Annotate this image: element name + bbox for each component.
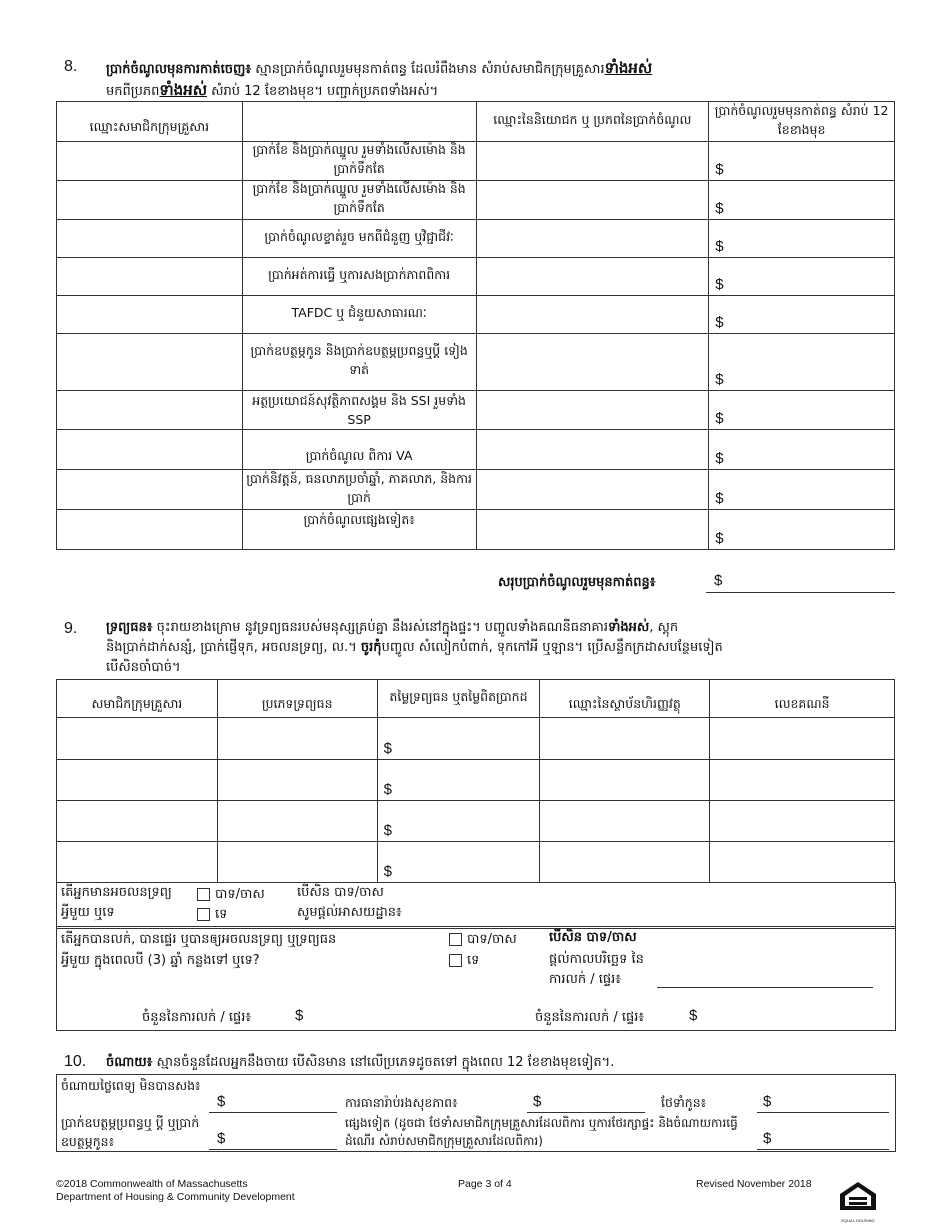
source-input[interactable] (476, 142, 709, 181)
section-10-number: 10. (64, 1053, 87, 1070)
section-8-all-word: ទាំងអស់ (604, 59, 653, 77)
amount-input[interactable]: $ (709, 220, 895, 258)
no-label: ទេ (215, 907, 228, 922)
section-9-number: 9. (64, 620, 78, 637)
amount-input[interactable]: $ (709, 510, 895, 550)
member-input[interactable] (57, 430, 243, 470)
income-type-label: ប្រាក់ខែ និងប្រាក់ឈ្នួល រួមទាំងលើសម៉ោង និងប្រាក់ទឹកតែ (242, 142, 476, 181)
institution-input[interactable] (540, 718, 710, 760)
income-row (57, 220, 895, 258)
support-label: ប្រាក់ឧបត្ថម្ភប្រពន្ធឬ ប្តី ឬប្រាក់ឧបត្ថម្ភកូន៖ (61, 1115, 200, 1149)
income-type-label: ប្រាក់ចំណូលខ្ទាត់រួច មកពីជំនួញ ឬវិជ្ជាជីវៈ (242, 220, 476, 258)
amount-input[interactable]: $ (709, 391, 895, 430)
asset-transfer-no[interactable] (449, 952, 479, 971)
header-account-number: លេខគណនី (710, 680, 895, 718)
transfer-amount-currency-left: $ (295, 1007, 304, 1024)
real-property-no[interactable] (197, 906, 227, 925)
income-row (57, 142, 895, 181)
other-expenses-label: ផ្សេងទៀត (ដូចជា ថែទាំសមាជិកក្រុមគ្រួសារដែលពិការ ឬការថែរក្សាផ្ទះ និងចំណាយការធ្វើដំណើរ សំរាប់សមាជិកក្រុមគ្រួសារដែលពិការ) (345, 1116, 738, 1148)
income-table-header (57, 102, 895, 142)
health-insurance-input[interactable] (527, 1112, 645, 1113)
childcare-input[interactable] (757, 1112, 889, 1113)
section-8-all-word-2: ទាំងអស់ (159, 81, 207, 99)
amount-input[interactable]: $ (709, 296, 895, 334)
member-input[interactable] (57, 470, 243, 510)
checkbox[interactable] (197, 888, 210, 901)
section-8-text-c: សំរាប់ 12 ខែខាងមុខ។ បញ្ជាក់ប្រភពទាំងអស់។ (207, 84, 439, 99)
income-type-label: ប្រាក់ខែ និងប្រាក់ឈ្នួល រួមទាំងលើសម៉ោង និងប្រាក់ទឹកតែ (242, 181, 476, 220)
footer-department: Department of Housing & Community Development (56, 1191, 295, 1203)
source-input[interactable] (476, 334, 709, 391)
header-member: សមាជិកក្រុមគ្រួសារ (57, 680, 218, 718)
transfer-date-label: ផ្តល់កាលបរិច្ឆេទ នៃការលក់ / ផ្ទេរ៖ (549, 952, 644, 987)
member-input[interactable] (57, 842, 218, 883)
asset-value-input[interactable]: $ (377, 718, 540, 760)
section-10-title: ចំណាយ៖ (106, 1055, 153, 1070)
other-expenses-currency: $ (763, 1130, 772, 1147)
source-input[interactable] (476, 181, 709, 220)
real-property-question (56, 882, 896, 929)
asset-value-input[interactable]: $ (377, 842, 540, 883)
real-property-yes[interactable] (197, 886, 265, 905)
amount-input[interactable]: $ (709, 258, 895, 296)
asset-value-input[interactable]: $ (377, 801, 540, 842)
amount-input[interactable]: $ (709, 181, 895, 220)
income-row (57, 391, 895, 430)
asset-transfer-yes[interactable] (449, 931, 517, 950)
income-type-label: ប្រាក់ឧបត្ថម្ភកូន និងប្រាក់ឧបត្ថម្ភប្រពន្ធឬប្ដី ទៀងទាត់ (242, 334, 476, 391)
member-input[interactable] (57, 142, 243, 181)
source-input[interactable] (476, 470, 709, 510)
section-9-title: ទ្រព្យធន៖ (106, 620, 153, 635)
footer-copyright: ©2018 Commonwealth of Massachusetts (56, 1178, 248, 1190)
institution-input[interactable] (540, 801, 710, 842)
unreimbursed-currency: $ (217, 1093, 226, 1110)
health-insurance-currency: $ (533, 1093, 542, 1110)
source-input[interactable] (476, 296, 709, 334)
asset-type-input[interactable] (217, 760, 377, 801)
asset-row (57, 842, 895, 883)
childcare-label: ថែទាំកូន៖ (661, 1095, 707, 1110)
section-9-instructions (106, 618, 906, 678)
footer-revised: Revised November 2018 (696, 1178, 812, 1190)
support-currency: $ (217, 1130, 226, 1147)
section-9-text-a: ចុះរាយខាងក្រោម នូវទ្រព្យធនរបស់មនុស្សគ្រប់គ្នា នឹងរស់នៅក្នុងផ្ទះ។ បញ្ចូលទាំងគណនីធនាគារ (152, 620, 608, 635)
member-input[interactable] (57, 296, 243, 334)
assets-table (56, 679, 895, 883)
transfer-date-input[interactable] (657, 987, 873, 988)
member-input[interactable] (57, 801, 218, 842)
section-8-title: ប្រាក់ចំណូលមុនការកាត់ចេញ៖ (106, 62, 252, 77)
unreimbursed-medical-label: ចំណាយថ្លៃពេទ្យ មិនបានសង៖ (61, 1078, 201, 1093)
section-8-instructions (106, 58, 906, 102)
childcare-currency: $ (763, 1093, 772, 1110)
total-income-input[interactable] (706, 592, 895, 593)
income-row (57, 296, 895, 334)
income-row (57, 334, 895, 391)
account-input[interactable] (710, 842, 895, 883)
member-input[interactable] (57, 181, 243, 220)
section-9-do-not: ចូរកុំ (360, 640, 382, 655)
asset-transfer-if-yes: បើសិន បាទ/ចាស (549, 930, 637, 945)
total-currency: $ (714, 572, 723, 589)
no-label: ទេ (467, 953, 480, 968)
expenses-box (56, 1074, 896, 1152)
yes-label: បាទ/ចាស (467, 932, 517, 947)
total-income-label: សរុបប្រាក់ចំណូលរួមមុនកាត់ពន្ធ៖ (498, 575, 656, 590)
yes-label: បាទ/ចាស (215, 887, 265, 902)
account-input[interactable] (710, 718, 895, 760)
member-input[interactable] (57, 718, 218, 760)
institution-input[interactable] (540, 842, 710, 883)
real-property-question-text: តើអ្នកមានអចលនទ្រព្យ អ្វីមួយ ឬទេ (61, 885, 172, 920)
real-property-address-label: សូមផ្តល់អាសយដ្ឋាន៖ (297, 905, 402, 920)
source-input[interactable] (476, 391, 709, 430)
checkbox[interactable] (197, 908, 210, 921)
income-type-label: ប្រាក់និវត្តន៍, ធនលាភប្រចាំឆ្នាំ, ភាគលាភ, និងការប្រាក់ (242, 470, 476, 510)
income-type-label: ប្រាក់អត់ការធ្វើ ឬការសងប្រាក់ភាពពិការ (242, 258, 476, 296)
source-input[interactable] (476, 258, 709, 296)
income-type-label: អត្ថប្រយោជន៍សុវត្ថិភាពសង្គម និង SSI រួមទាំង SSP (242, 391, 476, 430)
income-type-label: TAFDC ឬ ជំនួយសាធារណៈ (242, 296, 476, 334)
equal-housing-logo-text: EQUAL HOUSING (841, 1218, 875, 1223)
asset-type-input[interactable] (217, 718, 377, 760)
amount-input[interactable]: $ (709, 470, 895, 510)
income-row (57, 181, 895, 220)
header-gross-income: ប្រាក់ចំណូលរួមមុនកាត់ពន្ធ សំរាប់ 12 ខែខាងមុខ (709, 102, 895, 142)
section-10-text: ស្មានចំនួនដែលអ្នកនឹងចាយ បើសិនមាន នៅលើប្រភេទដូចតទៅ ក្នុងពេល 12 ខែខាងមុខទៀត។. (152, 1055, 615, 1070)
transfer-amount-currency-right: $ (689, 1007, 698, 1024)
transfer-amount-label-right: ចំនួននៃការលក់ / ផ្ទេរ៖ (535, 1010, 645, 1025)
account-input[interactable] (710, 801, 895, 842)
section-9-text-e: បើសិនចាំបាច់។ (106, 660, 181, 675)
section-8-text-a: ស្មានប្រាក់ចំណូលរួមមុនកាត់ពន្ធ ដែលរំពឹងមាន សំរាប់សមាជិកក្រុមគ្រួសារ (251, 62, 605, 77)
income-row (57, 510, 895, 550)
income-row (57, 470, 895, 510)
amount-input[interactable]: $ (709, 142, 895, 181)
member-input[interactable] (57, 760, 218, 801)
asset-type-input[interactable] (217, 801, 377, 842)
header-employer: ឈ្មោះនៃនិយោជក ឬ ប្រភពនៃប្រាក់ចំណូល (476, 102, 709, 142)
institution-input[interactable] (540, 760, 710, 801)
member-input[interactable] (57, 334, 243, 391)
member-input[interactable] (57, 391, 243, 430)
section-8-text-b: មកពីប្រភព (106, 84, 160, 99)
income-type-label: ប្រាក់ចំណូល ពិការ VA (242, 430, 476, 470)
section-10-instructions (106, 1053, 906, 1073)
asset-row (57, 718, 895, 760)
asset-row (57, 760, 895, 801)
assets-table-header (57, 680, 895, 718)
real-property-if-yes: បើសិន បាទ/ចាស (297, 885, 384, 900)
header-institution: ឈ្មោះនៃស្ថាប័នហិរញ្ញវត្ថុ (540, 680, 710, 718)
section-8-number: 8. (64, 58, 78, 75)
checkbox[interactable] (449, 933, 462, 946)
asset-value-input[interactable]: $ (377, 760, 540, 801)
header-asset-value: តម្លៃទ្រព្យធន ឬតម្លៃពិតប្រាកដ (377, 680, 540, 718)
header-asset-type: ប្រភេទទ្រព្យធន (217, 680, 377, 718)
source-input[interactable] (476, 220, 709, 258)
asset-row (57, 801, 895, 842)
asset-transfer-question (56, 926, 896, 1031)
section-9-text-b: , ស្តុក (649, 620, 679, 635)
footer-page-number: Page 3 of 4 (458, 1178, 512, 1190)
income-row (57, 258, 895, 296)
income-type-label: ប្រាក់ចំណូលផ្សេងទៀត៖ (242, 510, 476, 550)
member-input[interactable] (57, 220, 243, 258)
asset-transfer-question-text: តើអ្នកបានលក់, បានផ្ទេរ ឬបានឲ្យអចលនទ្រព្យ ឬទ្រព្យធនអ្វីមួយ ក្នុងពេលបី (3) ឆ្នាំ កន្លងទៅ ឬទេ? (61, 932, 337, 968)
support-input[interactable] (209, 1149, 337, 1150)
checkbox[interactable] (449, 954, 462, 967)
header-member-name: ឈ្មោះសមាជិកក្រុមគ្រួសារ (57, 102, 243, 142)
member-input[interactable] (57, 510, 243, 550)
section-9-text-d: បញ្ចូល សំលៀកបំពាក់, ទុកកៅអី ឬឡាន។ ប្រើសន្លឹកក្រដាសបន្ថែមទៀត (381, 640, 723, 655)
section-9-text-c: និងប្រាក់ដាក់សន្សំ, ប្រាក់ផ្ញើទុក, អចលនទ្រព្យ, ល.។ (106, 640, 361, 655)
source-input[interactable] (476, 510, 709, 550)
transfer-amount-label-left: ចំនួននៃការលក់ / ផ្ទេរ៖ (142, 1010, 252, 1025)
section-9-all-word: ទាំងអស់ (607, 620, 650, 635)
unreimbursed-input[interactable] (209, 1112, 337, 1113)
equal-housing-logo-icon (836, 1180, 880, 1223)
amount-input[interactable]: $ (709, 334, 895, 391)
health-insurance-label: ការធានារ៉ាប់រងសុខភាព៖ (345, 1095, 458, 1110)
other-expenses-input[interactable] (757, 1149, 889, 1150)
asset-type-input[interactable] (217, 842, 377, 883)
source-input[interactable] (476, 430, 709, 470)
amount-input[interactable]: $ (709, 430, 895, 470)
account-input[interactable] (710, 760, 895, 801)
income-table (56, 101, 895, 550)
header-income-type (242, 102, 476, 142)
income-row (57, 430, 895, 470)
member-input[interactable] (57, 258, 243, 296)
